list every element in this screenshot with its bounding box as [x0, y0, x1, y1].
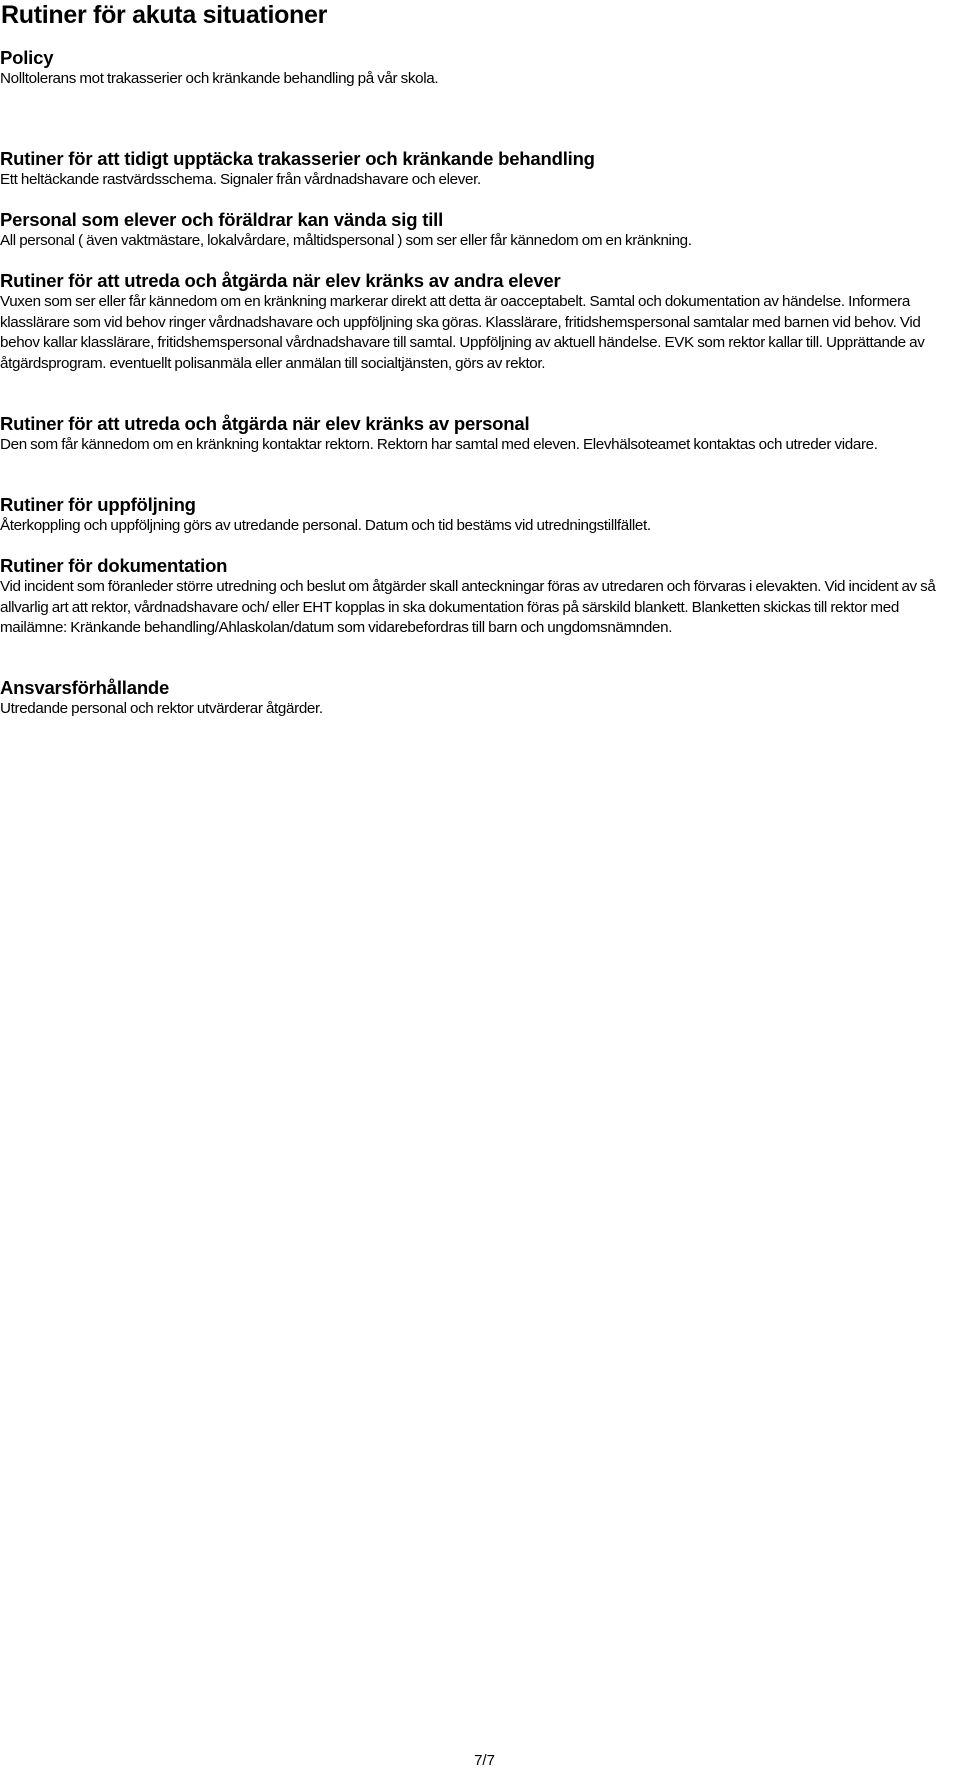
- section-heading: Rutiner för uppföljning: [0, 494, 196, 515]
- section-text: Utredande personal och rektor utvärderar åtgärder.: [0, 700, 323, 717]
- section-heading: Rutiner för att utreda och åtgärda när elev kränks av andra elever: [0, 270, 561, 291]
- section-heading: Rutiner för att utreda och åtgärda när elev kränks av personal: [0, 413, 530, 434]
- section-text: Nolltolerans mot trakasserier och kränkande behandling på vår skola.: [0, 70, 439, 87]
- section-text: Återkoppling och uppföljning görs av utredande personal. Datum och tid bestäms vid utredningstillfället.: [0, 517, 651, 534]
- section-heading: Rutiner för att tidigt upptäcka trakasserier och kränkande behandling: [0, 148, 595, 169]
- section-policy: [0, 47, 958, 90]
- section-heading: Rutiner för dokumentation: [0, 555, 228, 576]
- section-staff-offending: [0, 413, 958, 456]
- page-number: 7/7: [474, 1752, 495, 1769]
- section-text: Vuxen som ser eller får kännedom om en kränkning markerar direkt att detta är oacceptabelt. Samtal och dokumentation av händelse. Informera klasslärare som vid behov ringer vårdnadshavare och uppföljning ska göras. Klasslärare, fritidshemspersonal samtalar med barnen vid behov. Vid behov kallar klasslärare, fritidshemspersonal vårdnadshavare till samtal. Uppföljning av aktuell händelse. EVK som rektor kallar till. Upprättande av åtgärdsprogram. eventuellt polisanmäla eller anmälan till socialtjänsten, görs av rektor.: [0, 293, 925, 372]
- section-text: Den som får kännedom om en kränkning kontaktar rektorn. Rektorn har samtal med eleven. Elevhälsoteamet kontaktas och utreder vidare.: [0, 436, 878, 453]
- section-heading: Personal som elever och föräldrar kan vända sig till: [0, 209, 444, 230]
- document-title: Rutiner för akuta situationer: [1, 1, 328, 29]
- section-responsibility: [0, 677, 958, 720]
- section-heading: Ansvarsförhållande: [0, 677, 170, 698]
- section-documentation: [0, 555, 958, 639]
- section-text: Ett heltäckande rastvärdsschema. Signaler från vårdnadshavare och elever.: [0, 171, 481, 188]
- section-contact-personnel: [0, 209, 958, 252]
- section-text: Vid incident som föranleder större utredning och beslut om åtgärder skall anteckningar föras av utredaren och förvaras i elevakten. Vid incident av så allvarlig art att rektor, vårdnadshavare och/ eller EHT kopplas in ska dokumentation föras på särskild blankett. Blanketten skickas till rektor med mailämne: Kränkande behandling/Ahlaskolan/datum som vidarebefordras till barn och ungdomsnämnden.: [0, 578, 936, 636]
- section-heading: Policy: [0, 47, 54, 68]
- section-follow-up: [0, 494, 958, 537]
- section-text: All personal ( även vaktmästare, lokalvårdare, måltidspersonal ) som ser eller får kännedom om en kränkning.: [0, 232, 692, 249]
- section-student-offending: [0, 270, 958, 374]
- section-early-detection: [0, 148, 958, 191]
